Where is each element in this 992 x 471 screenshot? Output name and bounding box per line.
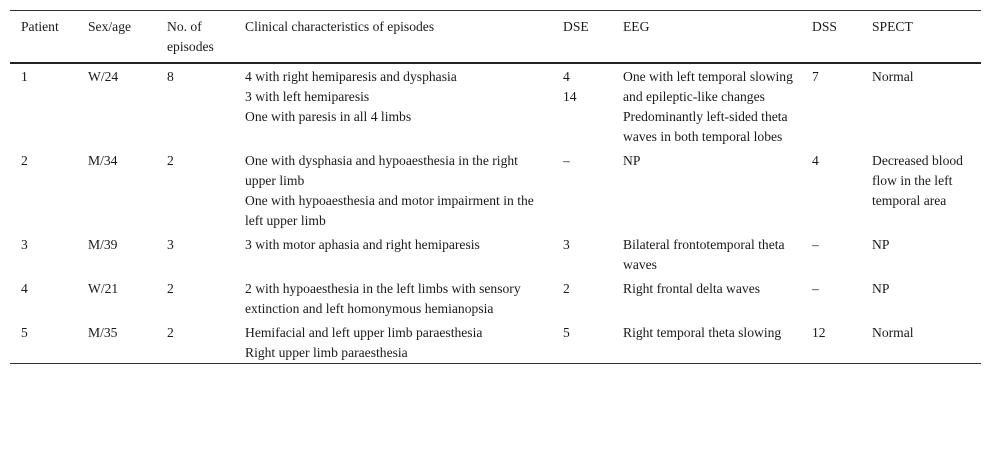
eeg-line: Right temporal theta slowing: [623, 325, 782, 340]
dse-line: 14: [563, 89, 577, 104]
header-dse: DSE: [552, 11, 612, 63]
table-row: [10, 148, 981, 232]
eeg-line: Bilateral frontotemporal theta waves: [623, 237, 785, 272]
header-patient: Patient: [10, 11, 77, 63]
cell-spect: Normal: [872, 325, 914, 340]
dse-line: 5: [563, 325, 570, 340]
eeg-line: Predominantly left-sided theta waves in both temporal lobes: [623, 109, 788, 144]
cell-episodes: 2: [167, 281, 174, 296]
cell-episodes: 2: [167, 325, 174, 340]
cell-episodes: 8: [167, 69, 174, 84]
clinical-table: [10, 11, 981, 363]
table-row: [10, 276, 981, 320]
table-row: [10, 320, 981, 363]
cell-clinical: [234, 276, 552, 320]
cell-eeg: [612, 232, 801, 276]
cell-clinical: [234, 232, 552, 276]
cell-sex-age: W/24: [88, 69, 119, 84]
cell-episodes: 2: [167, 153, 174, 168]
dse-line: 2: [563, 281, 570, 296]
clinical-table-container: [10, 10, 981, 364]
header-sex-age: Sex/age: [77, 11, 156, 63]
cell-eeg: [612, 276, 801, 320]
clinical-line: Right upper limb paraesthesia: [245, 345, 408, 360]
eeg-line: NP: [623, 153, 641, 168]
header-spect: SPECT: [861, 11, 981, 63]
table-header: [10, 11, 981, 63]
cell-dss: –: [812, 281, 819, 296]
header-clinical: Clinical characteristics of episodes: [234, 11, 552, 63]
dse-line: 3: [563, 237, 570, 252]
cell-sex-age: M/34: [88, 153, 118, 168]
cell-dss: –: [812, 237, 819, 252]
cell-eeg: [612, 320, 801, 363]
cell-patient: 4: [21, 281, 28, 296]
cell-sex-age: W/21: [88, 281, 119, 296]
clinical-line: One with dysphasia and hypoaesthesia in the right upper limb: [245, 153, 518, 188]
cell-patient: 2: [21, 153, 28, 168]
cell-dss: 7: [812, 69, 819, 84]
cell-clinical: [234, 148, 552, 232]
cell-sex-age: M/39: [88, 237, 118, 252]
cell-clinical: [234, 320, 552, 363]
cell-sex-age: M/35: [88, 325, 118, 340]
cell-patient: 1: [21, 69, 28, 84]
table-row: [10, 232, 981, 276]
header-dss: DSS: [801, 11, 861, 63]
cell-patient: 3: [21, 237, 28, 252]
clinical-line: One with paresis in all 4 limbs: [245, 109, 412, 124]
header-row: [10, 11, 981, 63]
cell-spect: Normal: [872, 69, 914, 84]
cell-dse: [552, 320, 612, 363]
cell-dse: [552, 63, 612, 148]
clinical-line: 3 with left hemiparesis: [245, 89, 370, 104]
cell-patient: 5: [21, 325, 28, 340]
dse-line: 4: [563, 69, 570, 84]
header-eeg: EEG: [612, 11, 801, 63]
table-body: [10, 63, 981, 363]
cell-spect: NP: [872, 237, 890, 252]
cell-dse: [552, 148, 612, 232]
cell-eeg: [612, 148, 801, 232]
header-episodes: No. of episodes: [156, 11, 234, 63]
cell-dse: [552, 276, 612, 320]
clinical-line: 4 with right hemiparesis and dysphasia: [245, 69, 457, 84]
clinical-line: Hemifacial and left upper limb paraesthesia: [245, 325, 483, 340]
clinical-line: One with hypoaesthesia and motor impairment in the left upper limb: [245, 193, 534, 228]
cell-clinical: [234, 63, 552, 148]
cell-dss: 12: [812, 325, 826, 340]
cell-dss: 4: [812, 153, 819, 168]
cell-dse: [552, 232, 612, 276]
cell-spect: NP: [872, 281, 890, 296]
eeg-line: Right frontal delta waves: [623, 281, 761, 296]
clinical-line: 3 with motor aphasia and right hemiparesis: [245, 237, 480, 252]
table-row: [10, 63, 981, 148]
dse-line: –: [563, 153, 570, 168]
cell-spect: Decreased blood flow in the left temporal area: [872, 153, 963, 208]
cell-episodes: 3: [167, 237, 174, 252]
clinical-line: 2 with hypoaesthesia in the left limbs with sensory extinction and left homonymous hemianopsia: [245, 281, 521, 316]
eeg-line: One with left temporal slowing and epileptic-like changes: [623, 69, 793, 104]
cell-eeg: [612, 63, 801, 148]
